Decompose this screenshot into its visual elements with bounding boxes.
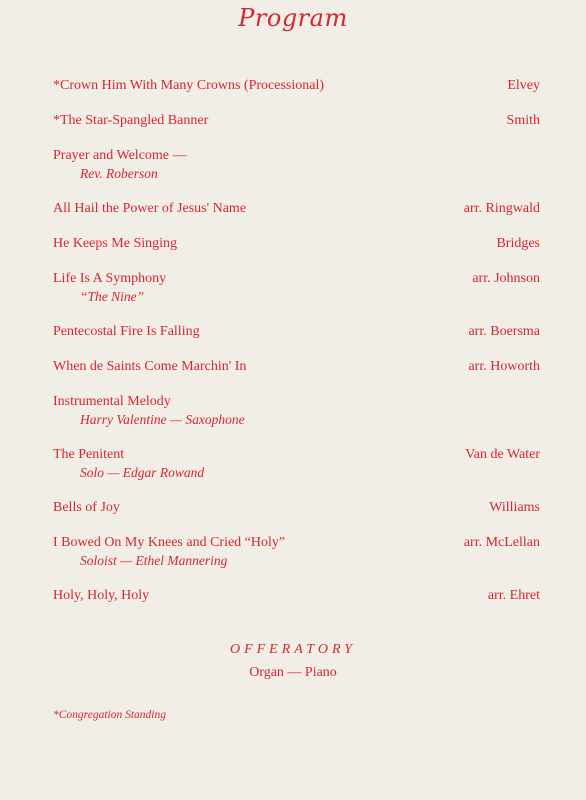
- program-item: [53, 587, 540, 605]
- program-item: [53, 446, 540, 482]
- program-item-performer: Solo — Edgar Rowand: [80, 465, 205, 480]
- program-item-composer: Williams: [489, 500, 540, 515]
- program-item-row: [53, 393, 540, 411]
- offertory-sub: Organ — Piano: [249, 665, 337, 680]
- program-item-title: Instrumental Melody: [53, 394, 171, 409]
- program-item-title: I Bowed On My Knees and Cried “Holy”: [53, 535, 286, 550]
- program-item: [53, 235, 540, 253]
- program-item-performer: Soloist — Ethel Mannering: [80, 553, 228, 568]
- program-item: [53, 200, 540, 218]
- program-item-row: [53, 112, 540, 130]
- program-item-composer: Smith: [506, 113, 540, 128]
- program-item-composer: Van de Water: [465, 447, 540, 462]
- program-item-row: [53, 235, 540, 253]
- program-item-performer: “The Nine”: [80, 289, 145, 304]
- program-item-title: All Hail the Power of Jesus' Name: [53, 201, 247, 216]
- program-item-title: Pentecostal Fire Is Falling: [53, 324, 200, 339]
- program-item-row: [53, 270, 540, 288]
- program-item-row: [53, 534, 540, 552]
- program-item-title: Life Is A Symphony: [53, 271, 167, 286]
- program-item: [53, 323, 540, 341]
- program-item-row: [53, 147, 540, 165]
- program-item: [53, 270, 540, 306]
- program-item-composer: arr. McLellan: [463, 535, 540, 550]
- program-item-row: [53, 77, 540, 95]
- program-item-composer: arr. Howorth: [468, 359, 540, 374]
- footnote: *Congregation Standing: [53, 709, 166, 721]
- program-item-row: [53, 499, 540, 517]
- offertory-heading: OFFERATORY: [229, 642, 357, 657]
- program-item-title: Holy, Holy, Holy: [53, 588, 150, 603]
- program-list: [53, 77, 540, 605]
- program-item: [53, 77, 540, 95]
- program-item-title: When de Saints Come Marchin' In: [53, 359, 247, 374]
- page-title: Program: [238, 4, 348, 32]
- program-item-title: He Keeps Me Singing: [53, 236, 178, 251]
- program-item-row: [53, 446, 540, 464]
- program-item-title: Bells of Joy: [53, 500, 120, 515]
- program-item-composer: arr. Ringwald: [463, 201, 540, 216]
- program-item-performer: Harry Valentine — Saxophone: [80, 412, 245, 427]
- program-item: [53, 393, 540, 429]
- program-item-row: [53, 323, 540, 341]
- program-item: [53, 358, 540, 376]
- program-item-row: [53, 587, 540, 605]
- program-item: [53, 147, 540, 183]
- program-item: [53, 499, 540, 517]
- program-item-row: [53, 200, 540, 218]
- program-item-composer: arr. Boersma: [468, 324, 540, 339]
- program-item-composer: Bridges: [496, 236, 540, 251]
- program-item-title: *The Star-Spangled Banner: [53, 113, 209, 128]
- program-item-performer: Rev. Roberson: [80, 166, 158, 181]
- program-item-row: [53, 358, 540, 376]
- program-item-composer: arr. Johnson: [472, 271, 540, 286]
- program-item-composer: arr. Ehret: [487, 588, 540, 603]
- program-item-title: Prayer and Welcome —: [53, 148, 187, 163]
- program-item-title: The Penitent: [53, 447, 125, 462]
- program-item: [53, 534, 540, 570]
- program-item-composer: Elvey: [507, 78, 540, 93]
- program-item-title: *Crown Him With Many Crowns (Processional): [53, 78, 324, 93]
- program-item: [53, 112, 540, 130]
